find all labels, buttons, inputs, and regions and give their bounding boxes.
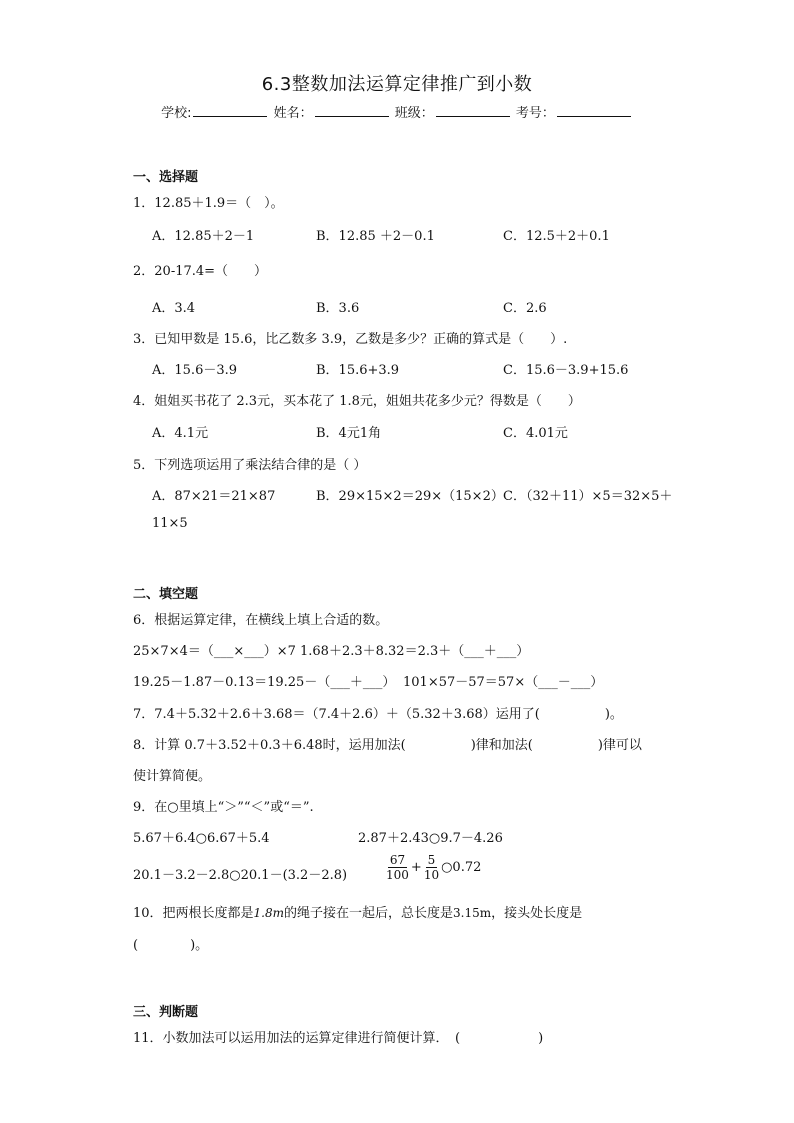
compare-tail: ○0.72 bbox=[441, 860, 482, 875]
question-6-line-1a[interactable]: 25×7×4＝（___×___）×7 bbox=[133, 644, 296, 659]
school-blank[interactable] bbox=[193, 103, 267, 117]
class-label: 班级： bbox=[394, 106, 434, 121]
question-2-option-a[interactable]: A．3.4 bbox=[152, 301, 196, 316]
question-4-option-c[interactable]: C．4.01元 bbox=[503, 426, 568, 441]
question-6-line-1b[interactable]: 1.68＋2.3＋8.32＝2.3＋（___＋___） bbox=[300, 644, 530, 659]
question-9-line-2a[interactable]: 20.1－3.2－2.8○20.1－(3.2－2.8) bbox=[133, 868, 348, 883]
name-label: 姓名： bbox=[273, 106, 313, 121]
school-label: 学校: bbox=[161, 106, 192, 121]
fraction-67-100 bbox=[384, 853, 411, 882]
question-3-stem: 3．已知甲数是 15.6，比乙数多 3.9，乙数是多少？正确的算式是（ ）. bbox=[133, 332, 568, 347]
question-1-option-a[interactable]: A．12.85＋2－1 bbox=[152, 229, 255, 244]
question-9-line-1a[interactable]: 5.67＋6.4○6.67＋5.4 bbox=[133, 831, 270, 846]
question-9-stem: 9．在○里填上“＞”“＜”或“＝”. bbox=[133, 800, 314, 815]
fraction-denominator: 100 bbox=[386, 868, 409, 882]
question-3-option-a[interactable]: A．15.6－3.9 bbox=[152, 363, 238, 378]
question-10-answer-blank[interactable]: ( )。 bbox=[133, 938, 209, 953]
question-2-stem: 2．20-17.4=（ ） bbox=[133, 264, 268, 279]
number-blank[interactable] bbox=[557, 103, 631, 117]
question-1-stem: 1．12.85＋1.9＝（ ）。 bbox=[133, 196, 284, 211]
fraction-5-10 bbox=[422, 853, 441, 882]
question-11-stem[interactable]: 11．小数加法可以运用加法的运算定律进行简便计算． ( ) bbox=[133, 1031, 544, 1046]
total-length: 3.15m bbox=[453, 906, 492, 920]
page-title: 6.3整数加法运算定律推广到小数 bbox=[261, 74, 533, 95]
section-heading-judge: 三、判断题 bbox=[133, 1005, 199, 1020]
section-heading-choice: 一、选择题 bbox=[133, 170, 199, 185]
question-2-option-c[interactable]: C．2.6 bbox=[503, 301, 547, 316]
fraction-denominator: 10 bbox=[423, 868, 440, 882]
plus-sign: + bbox=[410, 860, 422, 875]
question-4-option-b[interactable]: B．4元1角 bbox=[316, 426, 382, 441]
question-9-line-1b[interactable]: 2.87＋2.43○9.7－4.26 bbox=[358, 831, 503, 846]
question-1-option-b[interactable]: B．12.85 ＋2－0.1 bbox=[316, 229, 435, 244]
question-6-line-2a[interactable]: 19.25－1.87－0.13＝19.25－（___＋___） bbox=[133, 675, 396, 690]
question-10-part-2: 的绳子接在一起后，总长度是 bbox=[284, 906, 454, 921]
section-heading-fill: 二、填空题 bbox=[133, 587, 199, 602]
question-1-option-c[interactable]: C．12.5＋2＋0.1 bbox=[503, 229, 610, 244]
question-10-part-1: 10．把两根长度都是 bbox=[133, 906, 254, 921]
question-10-stem bbox=[133, 902, 582, 921]
question-3-option-b[interactable]: B．15.6+3.9 bbox=[316, 363, 400, 378]
name-blank[interactable] bbox=[315, 103, 389, 117]
question-2-option-b[interactable]: B．3.6 bbox=[316, 301, 360, 316]
question-5-option-a[interactable]: A．87×21＝21×87 bbox=[152, 489, 276, 504]
question-3-option-c[interactable]: C．15.6－3.9+15.6 bbox=[503, 363, 629, 378]
number-label: 考号： bbox=[515, 106, 555, 121]
question-5-option-c[interactable]: C．（32＋11）×5＝32×5＋ bbox=[503, 489, 673, 504]
question-4-stem: 4．姐姐买书花了 2.3元，买本花了 1.8元，姐姐共花多少元？得数是（ ） bbox=[133, 394, 581, 409]
question-5-stem: 5．下列选项运用了乘法结合律的是（ ） bbox=[133, 458, 367, 473]
class-blank[interactable] bbox=[436, 103, 510, 117]
question-9-line-2b[interactable] bbox=[384, 853, 481, 882]
question-10-part-3: ，接头处长度是 bbox=[491, 906, 583, 921]
question-8-stem[interactable]: 8．计算 0.7＋3.52＋0.3＋6.48时，运用加法( )律和加法( )律可以 bbox=[133, 738, 642, 753]
question-8-continued: 使计算简便。 bbox=[133, 769, 212, 784]
rope-length: 1.8m bbox=[253, 906, 285, 920]
fraction-numerator: 5 bbox=[427, 853, 436, 867]
question-5-option-b[interactable]: B．29×15×2＝29×（15×2） bbox=[316, 489, 504, 504]
fraction-numerator: 67 bbox=[389, 853, 406, 867]
question-4-option-a[interactable]: A．4.1元 bbox=[152, 426, 209, 441]
question-5-option-c-continued: 11×5 bbox=[152, 516, 188, 531]
question-7-stem[interactable]: 7．7.4＋5.32＋2.6＋3.68＝（7.4＋2.6）＋（5.32＋3.68）运用了( )。 bbox=[133, 707, 623, 722]
question-6-line-2b[interactable]: 101×57－57＝57×（___－___） bbox=[403, 675, 604, 690]
student-info-line bbox=[0, 102, 794, 121]
question-6-stem: 6．根据运算定律，在横线上填上合适的数。 bbox=[133, 613, 389, 628]
